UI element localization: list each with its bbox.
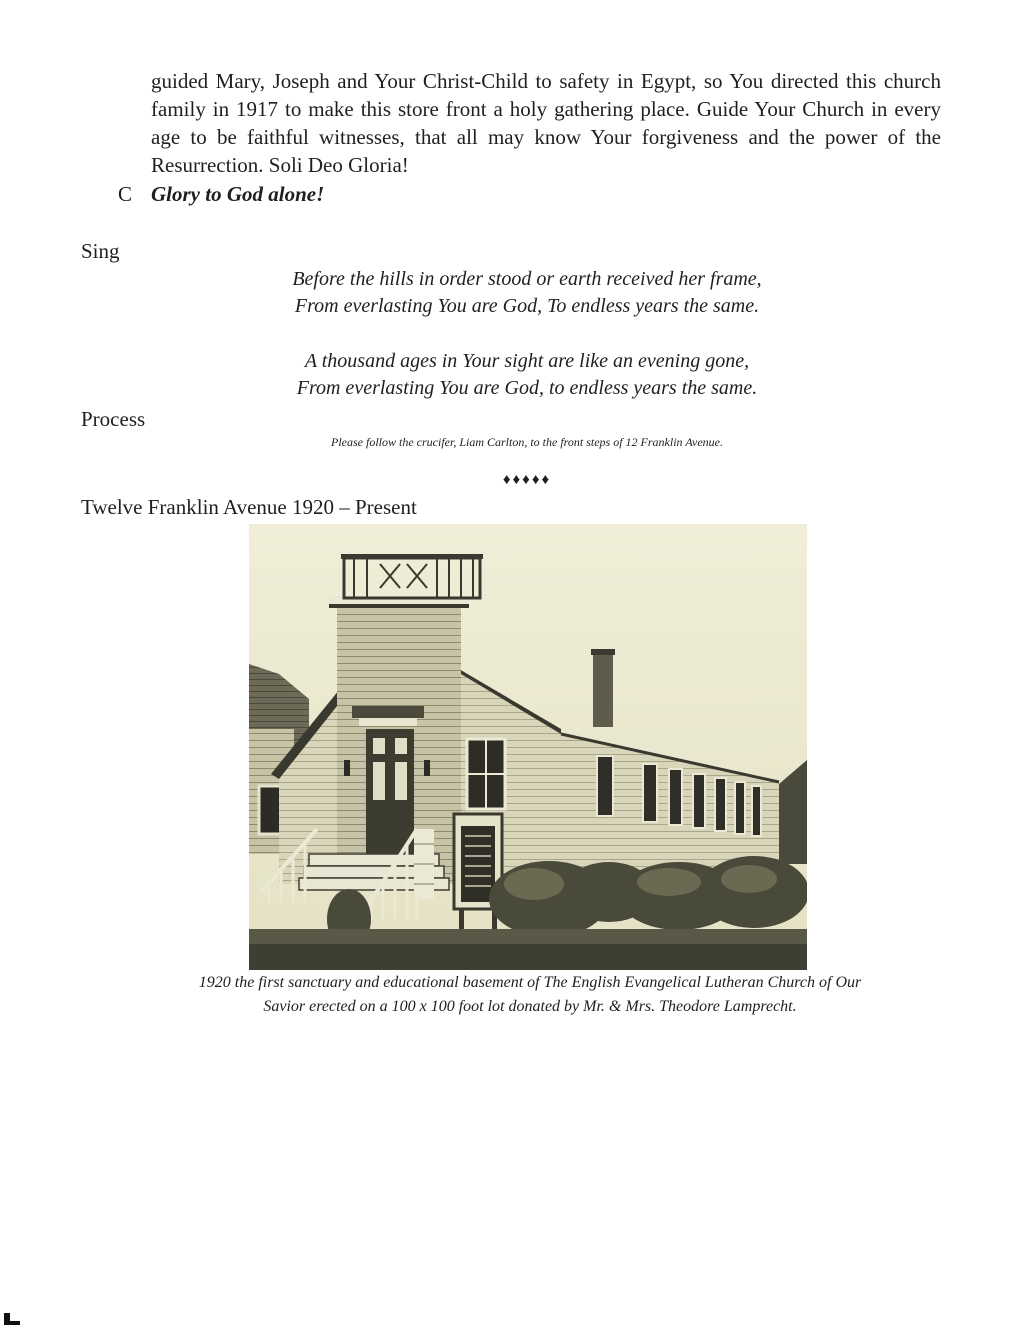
church-photo [249, 524, 807, 970]
hymn-stanza-1-line-2: From everlasting You are God, To endless years the same. [294, 295, 760, 317]
response-text: Glory to God alone! [151, 182, 325, 206]
hymn-stanza-2-line-1: A thousand ages in Your sight are like an evening gone, [304, 350, 750, 372]
prayer-text-block [151, 67, 941, 179]
photo-caption-line-2: Savior erected on a 100 x 100 foot lot donated by Mr. & Mrs. Theodore Lamprecht. [263, 998, 797, 1015]
hymn-stanza-2 [200, 348, 854, 402]
prayer-paragraph: guided Mary, Joseph and Your Christ-Child to safety in Egypt, so You directed this church family in 1917 to make this store front a holy gathering place. Guide Your Church in every age to be faithful witnesses, that all may know Your forgiveness and the power of the Resurrection. Soli Deo Gloria! [151, 69, 941, 177]
ornament-divider: ♦♦♦♦♦ [502, 472, 552, 488]
hymn-stanza-2-line-2: From everlasting You are God, to endless years the same. [296, 377, 758, 399]
response-marker: C [118, 182, 133, 206]
section-heading: Twelve Franklin Avenue 1920 – Present [81, 495, 417, 519]
process-instruction: Please follow the crucifer, Liam Carlton, to the front steps of 12 Franklin Avenue. [331, 435, 723, 449]
scan-corner-mark [4, 1313, 10, 1325]
church-illustration [249, 524, 807, 970]
congregation-response [118, 180, 324, 208]
sing-label: Sing [81, 239, 120, 263]
hymn-stanza-1 [200, 266, 854, 320]
process-label: Process [81, 407, 146, 431]
photo-caption-line-1: 1920 the first sanctuary and educational basement of The English Evangelical Lutheran Church of Our [198, 974, 862, 991]
hymn-stanza-1-line-1: Before the hills in order stood or earth received her frame, [292, 268, 762, 290]
photo-caption [100, 971, 960, 1019]
